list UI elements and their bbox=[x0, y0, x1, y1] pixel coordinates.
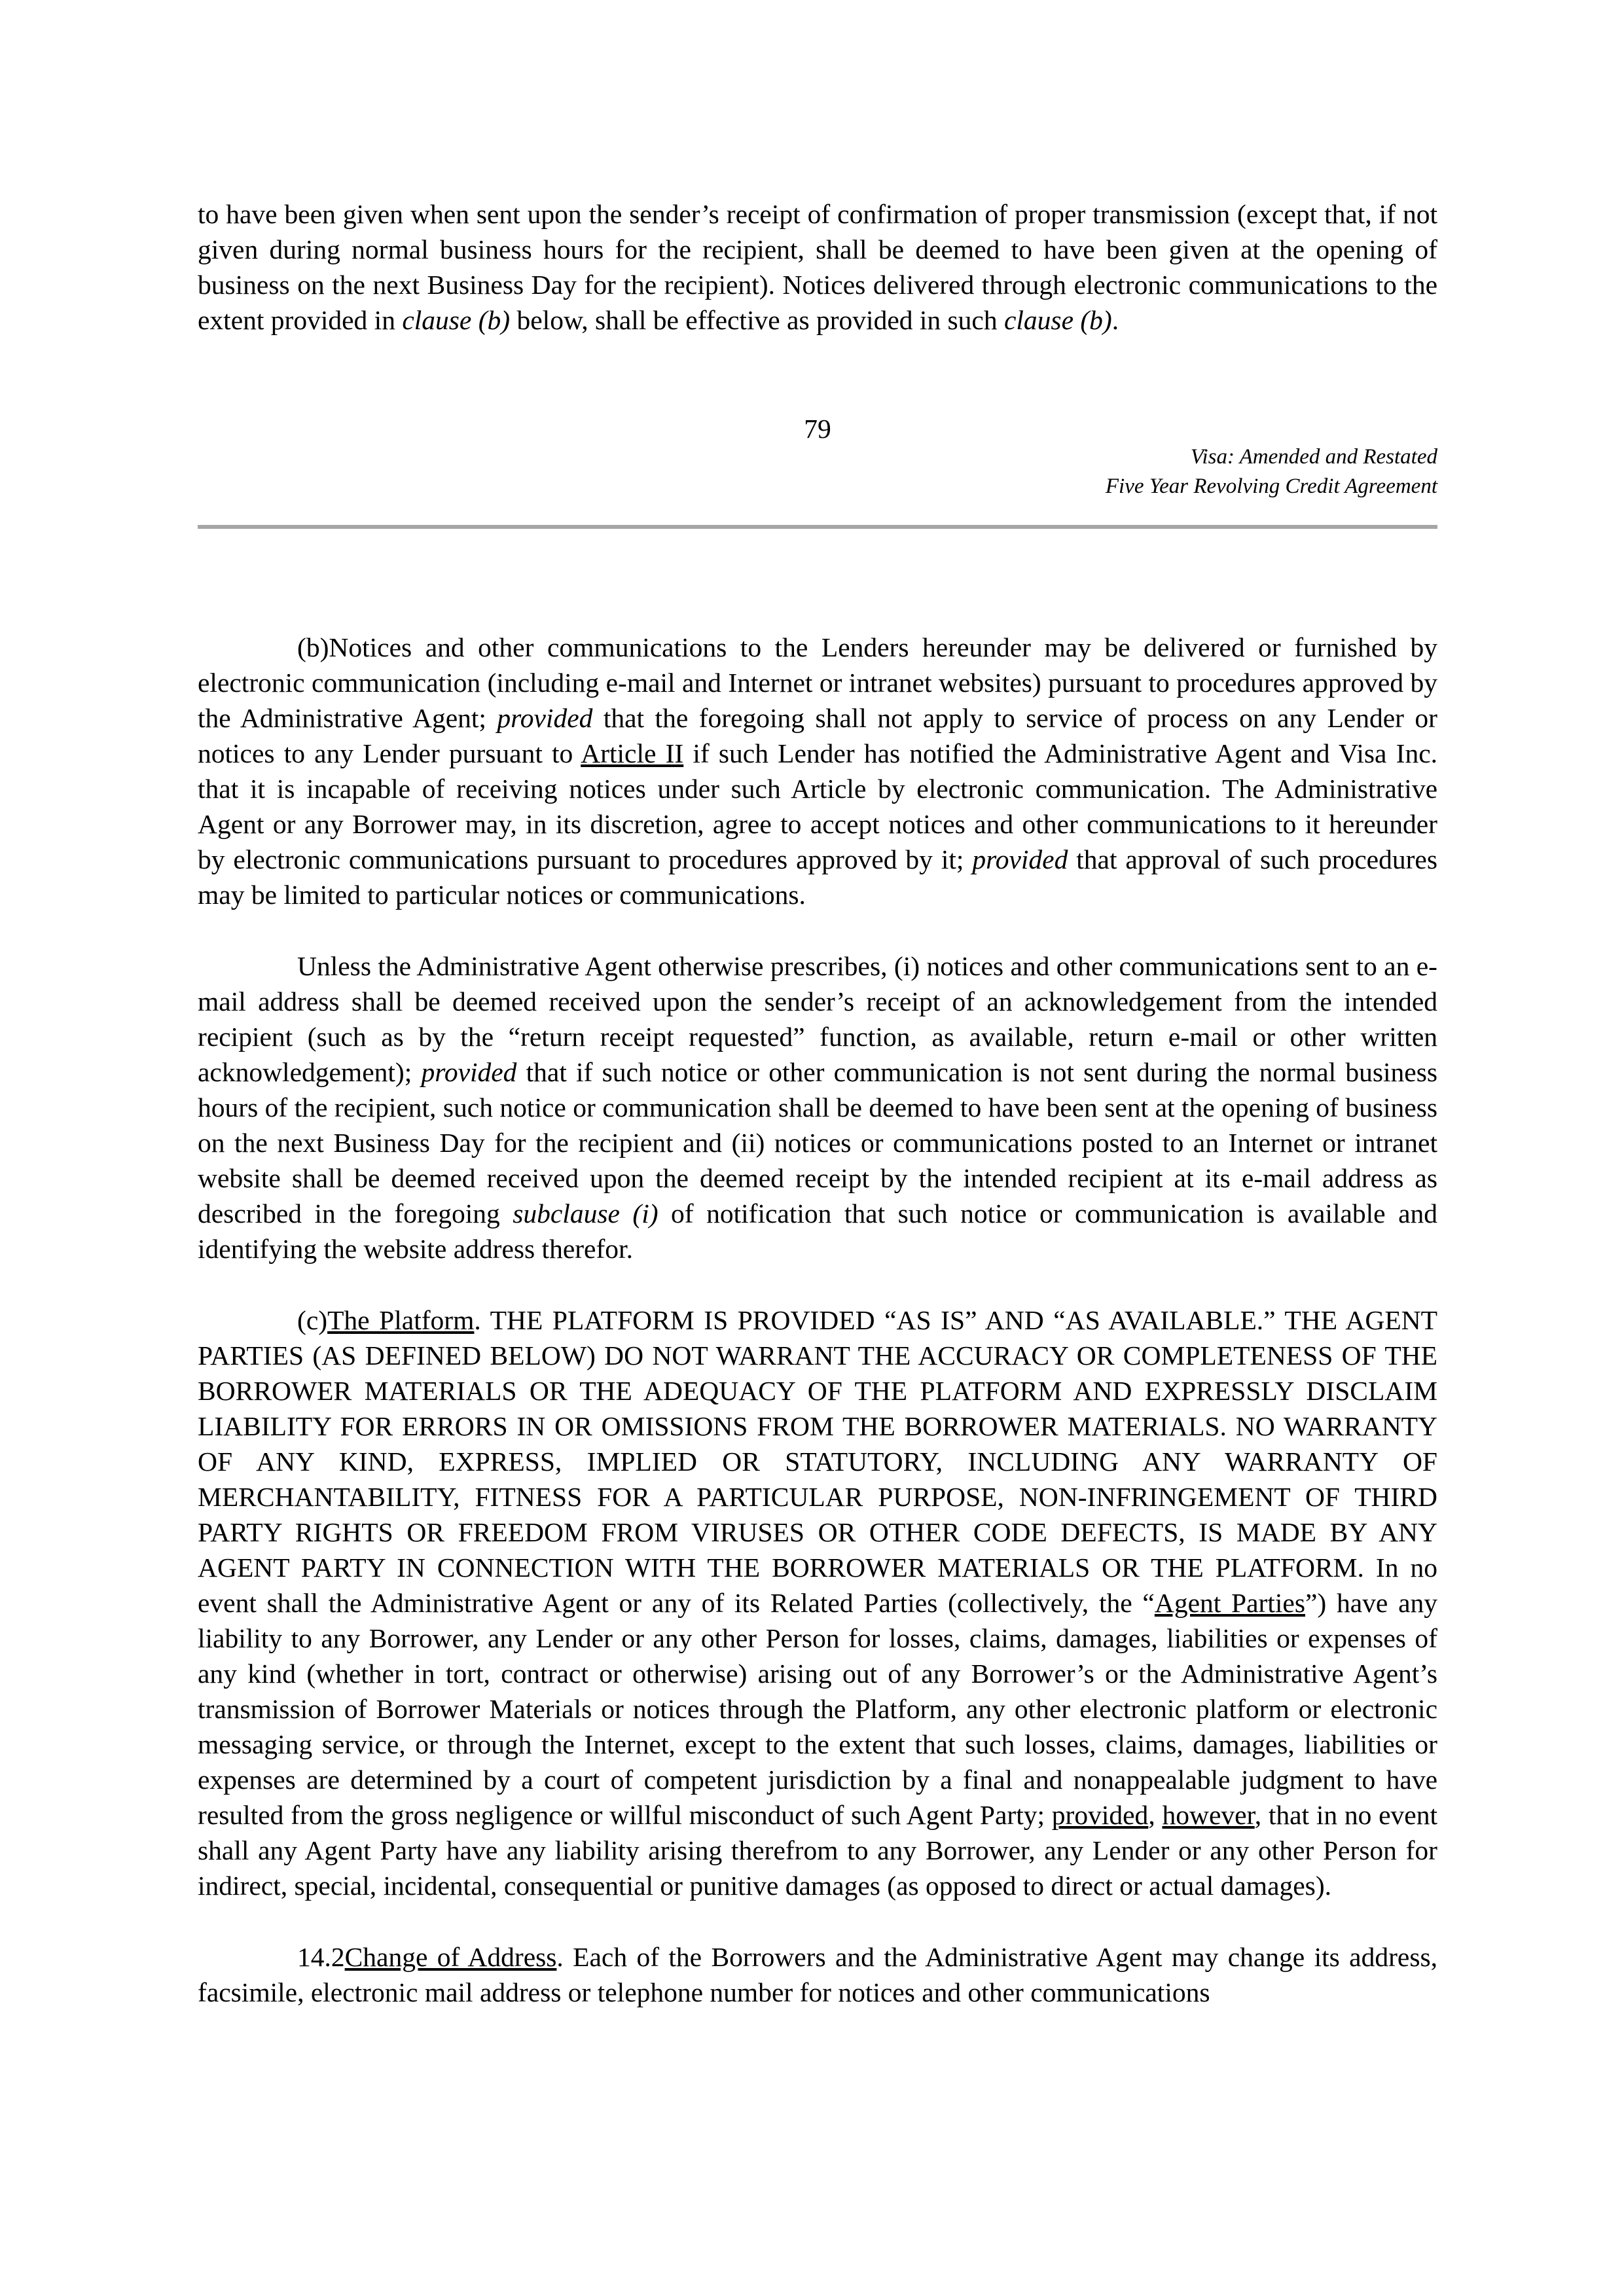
subclause-reference: subclause (i) bbox=[513, 1198, 659, 1229]
text-run: ”) have any liability to any Borrower, any Lender or any other Person for losses, claims, damages, liabilities or expenses of any kind (whether in tort, contract or otherwise) arising out of any Borrower’s or the Administrative Agent’s transmission of Borrower Materials or notices through the Platform, any other electronic platform or electronic messaging service, or through the Internet, except to the extent that such losses, claims, damages, liabilities or expenses are determined by a court of competent jurisdiction by a final and nonappealable judgment to have resulted from the gross negligence or willful misconduct of such Agent Party; bbox=[198, 1588, 1438, 1830]
provided-term: provided bbox=[497, 703, 593, 733]
text-run: , bbox=[1148, 1800, 1163, 1830]
page-number: 79 bbox=[804, 414, 831, 444]
document-footer bbox=[198, 442, 1437, 501]
section-number: (c) bbox=[297, 1305, 328, 1335]
page-body bbox=[198, 630, 1437, 2010]
notice-effectiveness-paragraph bbox=[198, 196, 1437, 338]
text-run: if such Lender has notified the Administrative Agent and Visa Inc. that it is incapable of receiving notices under such Article by electronic communication. The Administrative Agent or any Borrower may, in its discretion, agree to accept notices and other communications to it hereunder by electronic communications pursuant to procedures approved by it; bbox=[198, 738, 1438, 874]
section-c-paragraph bbox=[198, 1302, 1437, 1903]
section-b-paragraph bbox=[198, 630, 1437, 912]
text-run: . bbox=[1111, 305, 1119, 335]
text-run: (b)Notices and other communications to the Lenders hereunder may be delivered or furnished by electronic communication (including e-mail and Internet or intranet websites) pursuant to procedures approved by the Administrative Agent; bbox=[198, 632, 1437, 733]
text-run: that if such notice or other communication is not sent during the normal business hours of the recipient, such notice or communication shall be deemed to have been sent at the opening of business on the next Business Day for the recipient and (ii) notices or communications posted to an Internet or intranet website shall be deemed received upon the deemed receipt by the intended recipient at its e-mail address as described in the foregoing bbox=[198, 1057, 1437, 1229]
text-run: . Each of the Borrowers and the Administrative Agent may change its address, facsimile, electronic mail address or telephone number for notices and other communications bbox=[198, 1942, 1438, 2007]
clause-reference: clause (b) bbox=[1003, 305, 1112, 335]
section-title: The Platform bbox=[327, 1305, 475, 1335]
defined-term: Agent Parties bbox=[1154, 1588, 1305, 1618]
page-top-block bbox=[198, 196, 1437, 338]
text-run: that approval of such procedures may be limited to particular notices or communications. bbox=[198, 844, 1437, 910]
article-reference: Article II bbox=[581, 738, 684, 768]
text-run: , that in no event shall any Agent Party have any liability arising therefrom to any Borrower, any Lender or any other Person for indirect, special, incidental, consequential or punitive damages (as opposed to direct or actual damages). bbox=[198, 1800, 1438, 1901]
section-number: 14.2 bbox=[297, 1942, 345, 1972]
however-term: however bbox=[1162, 1800, 1255, 1830]
text-run: Unless the Administrative Agent otherwise prescribes, (i) notices and other communications sent to an e-mail address shall be deemed received upon the sender’s receipt of an acknowledgement from the intended recipient (such as by the “return receipt requested” function, as available, return e-mail or other written acknowledgement); bbox=[198, 951, 1437, 1087]
text-run: to have been given when sent upon the sender’s receipt of confirmation of proper transmission (except that, if not given during normal business hours for the recipient, shall be deemed to have been given at the opening of business on the next Business Day for the recipient). Notices delivered through electronic communications to the extent provided in bbox=[198, 199, 1437, 335]
text-run: below, shall be effective as provided in such bbox=[510, 305, 1004, 335]
section-14-2-paragraph bbox=[198, 1939, 1437, 2010]
footer-line-2: Five Year Revolving Credit Agreement bbox=[1105, 475, 1437, 498]
footer-line-1: Visa: Amended and Restated bbox=[1190, 445, 1437, 469]
unless-paragraph bbox=[198, 948, 1437, 1266]
text-run: that the foregoing shall not apply to service of process on any Lender or notices to any Lender pursuant to bbox=[198, 703, 1437, 768]
clause-reference: clause (b) bbox=[402, 305, 511, 335]
paragraph-gap bbox=[198, 1266, 1437, 1302]
paragraph-gap bbox=[198, 912, 1437, 948]
text-run: of notification that such notice or communication is available and identifying the website address therefor. bbox=[198, 1198, 1437, 1264]
page-divider bbox=[198, 525, 1437, 529]
section-title: Change of Address bbox=[344, 1942, 557, 1972]
text-run: . THE PLATFORM IS PROVIDED “AS IS” AND “AS AVAILABLE.” THE AGENT PARTIES (AS DEFINED BELOW) DO NOT WARRANT THE ACCURACY OR COMPLETENESS OF THE BORROWER MATERIALS OR THE ADEQUACY OF THE PLATFORM AND EXPRESSLY DISCLAIM LIABILITY FOR ERRORS IN OR OMISSIONS FROM THE BORROWER MATERIALS. NO WARRANTY OF ANY KIND, EXPRESS, IMPLIED OR STATUTORY, INCLUDING ANY WARRANTY OF MERCHANTABILITY, FITNESS FOR A PARTICULAR PURPOSE, NON-INFRINGEMENT OF THIRD PARTY RIGHTS OR FREEDOM FROM VIRUSES OR OTHER CODE DEFECTS, IS MADE BY ANY AGENT PARTY IN CONNECTION WITH THE BORROWER MATERIALS OR THE PLATFORM. In no event shall the Administrative Agent or any of its Related Parties (collectively, the “ bbox=[198, 1305, 1438, 1618]
paragraph-gap bbox=[198, 1903, 1437, 1939]
provided-term: provided bbox=[421, 1057, 517, 1087]
provided-term: provided bbox=[972, 844, 1068, 874]
provided-term: provided bbox=[1051, 1800, 1149, 1830]
